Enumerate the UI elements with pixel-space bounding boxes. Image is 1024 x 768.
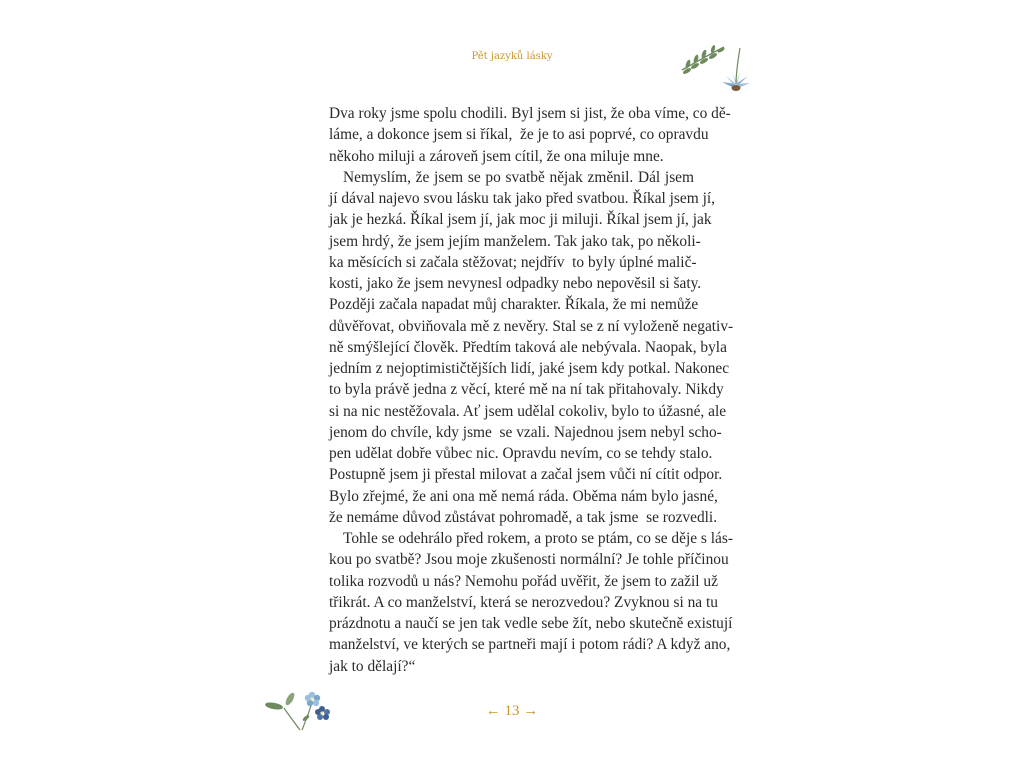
text-line: ka měsících si začala stěžovat; nejdřív to byly úplné malič- [329, 253, 697, 271]
text-line: kou po svatbě? Jsou moje zkušenosti normální? Je tohle příčinou [329, 551, 729, 569]
text-line: jedním z nejoptimističtějších lidí, jaké jsem kdy potkal. Nakonec [329, 360, 730, 377]
text-line: pen udělat dobře vůbec nic. Opravdu nevím, co se tehdy stalo. [329, 445, 713, 462]
paragraph-2 [329, 167, 734, 528]
text-line: jak to dělají?“ [329, 657, 416, 675]
paragraph-1 [329, 103, 731, 167]
text-line: Dva roky jsme spolu chodili. Byl jsem si jist, že oba víme, co dě- [329, 105, 731, 122]
running-title: Pět jazyků lásky [471, 51, 553, 62]
text-line: Nemyslím, že jsem se po svatbě nějak změnil. Dál jsem [343, 168, 694, 186]
text-line: ně smýšlející člověk. Předtím taková ale nebývala. Naopak, byla [329, 338, 727, 356]
arrow-left-icon: ← [485, 703, 501, 719]
text-line: třikrát. A co manželství, která se nerozvedou? Zvyknou si na tu [329, 593, 718, 611]
text-line: důvěřovat, obviňovala mě z nevěry. Stal se z ní vyloženě negativ- [329, 317, 734, 335]
text-line: si na nic nestěžovala. Ať jsem udělal cokoliv, bylo to úžasné, ale [329, 402, 727, 420]
text-line: Postupně jsem ji přestal milovat a začal jsem vůči ní cítit odpor. [329, 466, 723, 484]
text-line: že nemáme důvod zůstávat pohromadě, a tak jsme se rozvedli. [329, 508, 718, 526]
text-line: jsem hrdý, že jsem jejím manželem. Tak jako tak, po několi- [329, 232, 701, 250]
text-line: kosti, jako že jsem nevynesl odpadky nebo nepověsil si šaty. [329, 275, 702, 292]
text-line: Později začala napadat můj charakter. Říkala, že mi nemůže [329, 296, 699, 314]
text-line: jak je hezká. Říkal jsem jí, jak moc ji miluji. Říkal jsem jí, jak [329, 211, 712, 229]
flower-ornament-top-icon [676, 42, 756, 98]
text-line: Tohle se odehrálo před rokem, a proto se ptám, co se děje s lás- [343, 530, 733, 547]
text-line: manželství, ve kterých se partneři mají i potom rádi? A když ano, [329, 636, 731, 654]
text-line: to byla právě jedna z věcí, které mě na ní tak přitahovaly. Nikdy [329, 381, 724, 399]
text-line: jí dával najevo svou lásku tak jako před svatbou. Říkal jsem jí, [329, 190, 715, 207]
text-line: někoho miluji a zároveň jsem cítil, že ona miluje mne. [329, 147, 664, 165]
paragraph-3 [329, 528, 733, 677]
text-line: Bylo zřejmé, že ani ona mě nemá ráda. Oběma nám bylo jasné, [329, 487, 718, 505]
text-line: tolika rozvodů u nás? Nemohu pořád uvěřit, že jsem to zažil už [329, 572, 718, 590]
body-text [329, 103, 734, 677]
arrow-right-icon: → [523, 703, 539, 719]
page-number-footer [0, 703, 1024, 720]
text-line: prázdnotu a naučí se jen tak vedle sebe žít, nebo skutečně existují [329, 615, 733, 632]
text-line: láme, a dokonce jsem si říkal, že je to asi poprvé, co opravdu [329, 126, 709, 144]
page-number: 13 [504, 703, 520, 719]
text-line: jenom do chvíle, kdy jsme se vzali. Najednou jsem nebyl scho- [329, 423, 722, 441]
